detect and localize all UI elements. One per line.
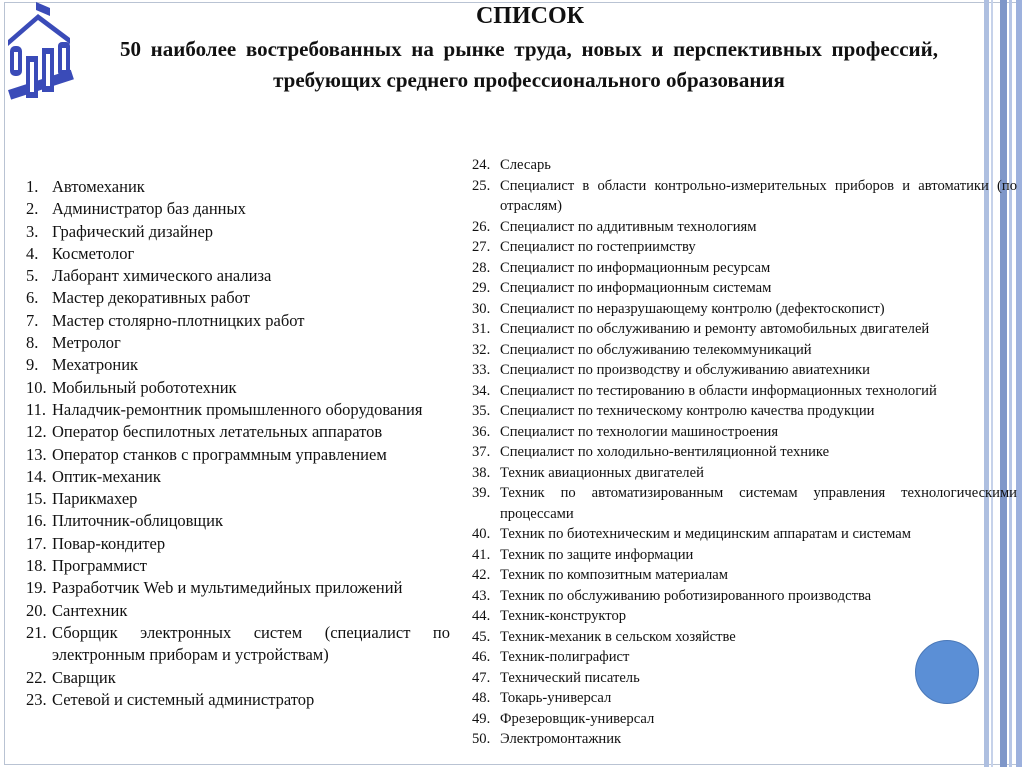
item-number: 26. bbox=[472, 218, 491, 235]
list-item bbox=[26, 176, 450, 198]
item-number: 34. bbox=[472, 382, 491, 399]
list-item bbox=[472, 155, 1017, 176]
item-number: 9. bbox=[26, 355, 39, 375]
item-text: Программист bbox=[52, 556, 148, 576]
item-text: Автомеханик bbox=[52, 177, 145, 196]
list-item bbox=[472, 483, 1017, 524]
item-number: 29. bbox=[472, 280, 491, 296]
item-text: Специалист по холодильно-вентиляционной технике bbox=[500, 444, 830, 460]
list-item bbox=[26, 689, 450, 711]
list-item bbox=[26, 444, 450, 466]
list-item bbox=[472, 299, 1017, 320]
list-item bbox=[26, 510, 450, 532]
item-number: 17. bbox=[26, 533, 47, 553]
item-number: 35. bbox=[472, 403, 491, 419]
item-number: 31. bbox=[472, 321, 491, 337]
item-text: Техник-полиграфист bbox=[500, 649, 630, 665]
item-text: Парикмахер bbox=[52, 489, 138, 509]
item-number: 20. bbox=[26, 600, 47, 620]
item-text: Специалист по обслуживанию и ремонту автомобильных двигателей bbox=[500, 321, 930, 337]
item-text: Мастер декоративных работ bbox=[52, 288, 250, 308]
item-number: 22. bbox=[26, 667, 47, 687]
item-text: Сборщик электронных систем (специалист по электронным приборам и устройствам) bbox=[52, 622, 450, 665]
item-text: Мехатроник bbox=[52, 355, 139, 375]
list-item bbox=[472, 401, 1017, 422]
item-text: Администратор баз данных bbox=[52, 199, 246, 219]
list-item bbox=[26, 243, 450, 265]
list-item bbox=[26, 421, 450, 443]
list-item bbox=[472, 442, 1017, 463]
list-item bbox=[26, 287, 450, 309]
item-number: 33. bbox=[472, 362, 491, 378]
list-item bbox=[472, 217, 1017, 238]
item-number: 4. bbox=[26, 243, 39, 263]
page-subtitle: 50 наиболее востребованных на рынке труда, новых и перспективных профессий, требующих среднего профессионального образования bbox=[120, 37, 938, 92]
item-text: Повар-кондитер bbox=[52, 533, 166, 553]
item-number: 7. bbox=[26, 310, 39, 330]
list-item bbox=[26, 555, 450, 577]
item-text: Наладчик-ремонтник промышленного оборудования bbox=[52, 399, 423, 419]
item-number: 8. bbox=[26, 333, 39, 353]
item-number: 3. bbox=[26, 221, 39, 241]
item-text: Специалист по информационным системам bbox=[500, 280, 772, 296]
list-item bbox=[472, 319, 1017, 340]
list-item bbox=[472, 606, 1017, 627]
item-text: Мастер столярно-плотницких работ bbox=[52, 310, 305, 330]
list-item bbox=[26, 221, 450, 243]
item-text: Сетевой и системный администратор bbox=[52, 689, 315, 709]
item-text: Специалист по техническому контролю качества продукции bbox=[500, 403, 875, 419]
item-number: 42. bbox=[472, 567, 491, 583]
item-number: 46. bbox=[472, 649, 491, 665]
item-number: 30. bbox=[472, 300, 491, 317]
list-item bbox=[472, 422, 1017, 443]
item-text: Специалист по тестированию в области информационных технологий bbox=[500, 382, 937, 399]
item-text: Электромонтажник bbox=[500, 731, 622, 747]
item-number: 38. bbox=[472, 464, 491, 481]
list-item bbox=[26, 600, 450, 622]
item-number: 37. bbox=[472, 444, 491, 460]
item-text: Сантехник bbox=[52, 600, 128, 620]
item-text: Сварщик bbox=[52, 667, 116, 687]
list-item bbox=[26, 354, 450, 376]
item-number: 28. bbox=[472, 259, 491, 276]
list-item bbox=[26, 622, 450, 667]
item-text: Техник по обслуживанию роботизированного производства bbox=[500, 587, 872, 604]
item-number: 14. bbox=[26, 466, 47, 486]
list-item bbox=[472, 237, 1017, 258]
item-number: 24. bbox=[472, 157, 491, 173]
item-text: Специалист по аддитивным технологиям bbox=[500, 218, 757, 235]
item-text: Мобильный робототехник bbox=[52, 377, 237, 397]
list-item bbox=[26, 533, 450, 555]
item-text: Техник-механик в сельском хозяйстве bbox=[500, 628, 736, 645]
item-number: 5. bbox=[26, 266, 39, 286]
item-text: Графический дизайнер bbox=[52, 221, 214, 241]
item-number: 48. bbox=[472, 690, 491, 706]
page-title: СПИСОК bbox=[475, 3, 585, 29]
item-number: 19. bbox=[26, 578, 47, 598]
item-number: 25. bbox=[472, 177, 491, 194]
list-item bbox=[26, 488, 450, 510]
item-number: 11. bbox=[26, 399, 47, 419]
item-number: 23. bbox=[26, 689, 47, 709]
list-item bbox=[472, 463, 1017, 484]
list-item bbox=[472, 278, 1017, 299]
list-item bbox=[472, 586, 1017, 607]
item-number: 43. bbox=[472, 587, 491, 604]
item-number: 32. bbox=[472, 341, 491, 358]
professions-list-left bbox=[26, 176, 450, 711]
item-number: 16. bbox=[26, 511, 47, 531]
list-item bbox=[26, 667, 450, 689]
item-text: Специалист по неразрушающему контролю (дефектоскопист) bbox=[500, 300, 885, 317]
list-item bbox=[26, 466, 450, 488]
item-text: Техник по композитным материалам bbox=[500, 567, 729, 583]
list-item bbox=[26, 332, 450, 354]
list-item bbox=[26, 198, 450, 220]
item-text: Оптик-механик bbox=[52, 466, 161, 486]
item-number: 50. bbox=[472, 731, 491, 747]
item-number: 27. bbox=[472, 239, 491, 255]
list-item bbox=[472, 360, 1017, 381]
item-number: 18. bbox=[26, 556, 47, 576]
item-text: Техник по автоматизированным системам управления технологическими процессами bbox=[500, 485, 1017, 522]
item-number: 10. bbox=[26, 377, 47, 397]
item-number: 1. bbox=[26, 177, 39, 196]
item-number: 41. bbox=[472, 546, 491, 563]
list-item bbox=[26, 265, 450, 287]
item-number: 49. bbox=[472, 710, 491, 727]
list-item bbox=[472, 258, 1017, 279]
item-text: Специалист по технологии машиностроения bbox=[500, 423, 779, 440]
item-text: Слесарь bbox=[500, 157, 551, 173]
item-text: Техник по защите информации bbox=[500, 546, 694, 563]
list-item bbox=[472, 545, 1017, 566]
item-text: Специалист по обслуживанию телекоммуникаций bbox=[500, 341, 812, 358]
item-number: 45. bbox=[472, 628, 491, 645]
item-text: Разработчик Web и мультимедийных приложений bbox=[52, 578, 403, 598]
item-number: 2. bbox=[26, 199, 39, 219]
item-number: 6. bbox=[26, 288, 39, 308]
item-number: 39. bbox=[472, 485, 491, 501]
item-text: Токарь-универсал bbox=[500, 690, 612, 706]
item-text: Оператор станков с программным управлением bbox=[52, 444, 387, 464]
list-item bbox=[26, 377, 450, 399]
list-item bbox=[26, 399, 450, 421]
item-number: 15. bbox=[26, 489, 47, 509]
item-text: Косметолог bbox=[52, 243, 135, 263]
list-item bbox=[472, 565, 1017, 586]
list-item bbox=[472, 709, 1017, 730]
ogpu-logo-icon bbox=[0, 0, 85, 125]
list-item bbox=[472, 340, 1017, 361]
item-text: Технический писатель bbox=[500, 669, 640, 686]
item-text: Метролог bbox=[52, 333, 121, 353]
list-item bbox=[472, 176, 1017, 217]
item-number: 40. bbox=[472, 526, 491, 542]
item-number: 44. bbox=[472, 608, 491, 624]
list-item bbox=[472, 524, 1017, 545]
item-text: Специалист по информационным ресурсам bbox=[500, 259, 771, 276]
item-text: Техник авиационных двигателей bbox=[500, 464, 704, 481]
list-item bbox=[472, 381, 1017, 402]
item-number: 12. bbox=[26, 422, 47, 442]
list-item bbox=[26, 577, 450, 599]
item-number: 47. bbox=[472, 669, 491, 686]
item-number: 21. bbox=[26, 622, 47, 642]
item-text: Лаборант химического анализа bbox=[52, 266, 272, 286]
list-item bbox=[26, 310, 450, 332]
item-text: Специалист по производству и обслуживанию авиатехники bbox=[500, 362, 870, 378]
item-number: 36. bbox=[472, 423, 491, 440]
item-text: Оператор беспилотных летательных аппаратов bbox=[52, 422, 383, 442]
item-text: Фрезеровщик-универсал bbox=[500, 710, 655, 727]
item-text: Техник по биотехническим и медицинским аппаратам и системам bbox=[500, 526, 911, 542]
decorative-circle bbox=[915, 640, 979, 704]
item-text: Специалист в области контрольно-измерительных приборов и автоматики (по отраслям) bbox=[500, 177, 1017, 214]
list-item bbox=[472, 729, 1017, 750]
item-text: Плиточник-облицовщик bbox=[52, 511, 223, 531]
item-text: Специалист по гостеприимству bbox=[500, 239, 696, 255]
item-text: Техник-конструктор bbox=[500, 608, 627, 624]
item-number: 13. bbox=[26, 444, 47, 464]
